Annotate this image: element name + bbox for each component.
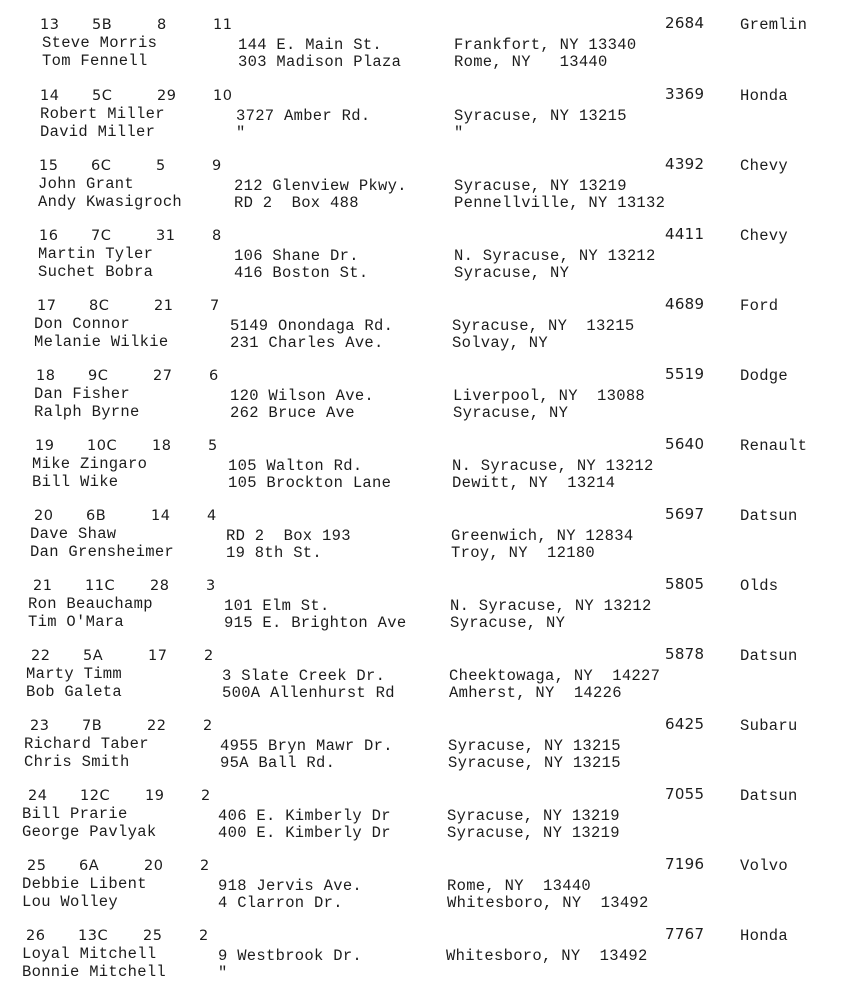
person-1-name: Bill Prarie: [22, 805, 128, 823]
person-1-street: 3 Slate Creek Dr.: [222, 667, 386, 685]
entry-value-a: 31: [156, 228, 176, 244]
person-2-city: Syracuse, NY 13219: [447, 824, 620, 842]
entry-code: 12C: [80, 788, 111, 804]
person-1-city: Rome, NY 13440: [447, 877, 592, 895]
person-2-name: Tim O'Mara: [28, 613, 125, 631]
person-1-street: 120 Wilson Ave.: [230, 387, 375, 405]
person-1-street: 105 Walton Rd.: [228, 457, 363, 475]
car-number: 5519: [665, 365, 705, 383]
entry: [0, 85, 867, 148]
entry-number: 19: [35, 438, 55, 454]
entry: [0, 155, 867, 218]
person-1-city: Syracuse, NY 13219: [447, 807, 620, 825]
entry: [0, 295, 867, 358]
person-1-street: 144 E. Main St.: [238, 36, 383, 54]
person-2-name: Suchet Bobra: [38, 263, 154, 281]
person-1-city: Syracuse, NY 13215: [448, 737, 621, 755]
person-1-street: 406 E. Kimberly Dr: [218, 807, 391, 825]
car-make: Volvo: [740, 857, 789, 875]
entry-code: 13C: [78, 928, 109, 944]
person-2-name: Dan Grensheimer: [30, 543, 175, 561]
entry-code: 5B: [92, 17, 113, 33]
car-number: 7055: [665, 785, 705, 803]
person-1-city: Syracuse, NY 13215: [454, 107, 627, 125]
entry-value-a: 17: [148, 648, 168, 664]
car-number: 5805: [665, 575, 705, 593]
car-number: 5640: [665, 435, 705, 453]
person-2-street: 105 Brockton Lane: [228, 474, 392, 492]
car-number: 4411: [665, 225, 705, 243]
person-1-city: Liverpool, NY 13088: [453, 387, 646, 405]
car-make: Honda: [740, 927, 789, 945]
person-2-street: 95A Ball Rd.: [220, 754, 336, 772]
person-1-street: 918 Jervis Ave.: [218, 877, 363, 895]
car-number: 6425: [665, 715, 705, 733]
person-2-city: Dewitt, NY 13214: [452, 474, 616, 492]
person-2-city: Troy, NY 12180: [451, 544, 596, 562]
car-make: Datsun: [740, 647, 798, 665]
entry-value-b: 11: [213, 17, 233, 33]
entry-value-b: 2: [201, 788, 211, 804]
person-2-name: Bill Wike: [32, 473, 119, 491]
entry-code: 10C: [87, 438, 118, 454]
person-2-street: 400 E. Kimberly Dr: [218, 824, 391, 842]
person-1-street: 4955 Bryn Mawr Dr.: [220, 737, 393, 755]
person-1-city: Whitesboro, NY 13492: [446, 947, 648, 965]
entry-number: 21: [33, 578, 53, 594]
person-2-name: Lou Wolley: [22, 893, 119, 911]
person-2-street: ": [218, 964, 228, 982]
entry-value-a: 14: [151, 508, 171, 524]
entry-value-b: 8: [212, 228, 222, 244]
entry-value-a: 19: [145, 788, 165, 804]
car-make: Olds: [740, 577, 779, 595]
entry-value-b: 6: [209, 368, 219, 384]
car-make: Chevy: [740, 227, 789, 245]
person-1-city: Syracuse, NY 13219: [454, 177, 627, 195]
person-2-name: Bob Galeta: [26, 683, 123, 701]
entry-value-b: 10: [213, 88, 233, 104]
car-number: 7196: [665, 855, 705, 873]
entry: [0, 505, 867, 568]
person-1-name: Dan Fisher: [34, 385, 131, 403]
person-2-street: ": [236, 124, 246, 142]
person-2-city: Pennellville, NY 13132: [454, 194, 666, 212]
car-make: Datsun: [740, 787, 798, 805]
entry-value-b: 2: [200, 858, 210, 874]
person-2-city: ": [454, 124, 464, 142]
person-1-name: Marty Timm: [26, 665, 123, 683]
entry-number: 25: [27, 858, 47, 874]
person-2-name: Chris Smith: [24, 753, 130, 771]
entry-value-b: 2: [203, 718, 213, 734]
person-1-street: 101 Elm St.: [224, 597, 330, 615]
car-make: Dodge: [740, 367, 789, 385]
person-2-name: Melanie Wilkie: [34, 333, 169, 351]
entry-code: 5A: [83, 648, 104, 664]
person-2-name: David Miller: [40, 123, 156, 141]
entry-number: 20: [34, 508, 54, 524]
entry-value-b: 5: [208, 438, 218, 454]
entry: [0, 225, 867, 288]
car-make: Chevy: [740, 157, 789, 175]
car-number: 2684: [665, 14, 705, 32]
entry-value-a: 22: [147, 718, 167, 734]
person-2-street: 231 Charles Ave.: [230, 334, 384, 352]
entry-code: 7C: [91, 228, 112, 244]
person-2-name: George Pavlyak: [22, 823, 157, 841]
entry-code: 9C: [88, 368, 109, 384]
person-2-city: Amherst, NY 14226: [449, 684, 622, 702]
entry: [0, 645, 867, 708]
person-1-city: N. Syracuse, NY 13212: [454, 247, 656, 265]
entry-value-b: 2: [199, 928, 209, 944]
person-1-street: RD 2 Box 193: [226, 527, 351, 545]
entry-value-b: 7: [210, 298, 220, 314]
entry-value-b: 4: [207, 508, 217, 524]
person-2-street: 416 Boston St.: [234, 264, 369, 282]
person-1-city: Greenwich, NY 12834: [451, 527, 634, 545]
entry-code: 6B: [86, 508, 107, 524]
person-2-city: Syracuse, NY: [453, 404, 569, 422]
person-2-name: Tom Fennell: [42, 52, 148, 70]
entry: [0, 855, 867, 918]
person-1-street: 3727 Amber Rd.: [236, 107, 371, 125]
person-2-street: 4 Clarron Dr.: [218, 894, 343, 912]
entry: [0, 925, 867, 988]
person-2-street: 19 8th St.: [226, 544, 323, 562]
entry-number: 14: [40, 88, 60, 104]
car-number: 4689: [665, 295, 705, 313]
person-2-street: RD 2 Box 488: [234, 194, 359, 212]
person-2-street: 500A Allenhurst Rd: [222, 684, 395, 702]
person-1-city: N. Syracuse, NY 13212: [450, 597, 652, 615]
person-1-name: Steve Morris: [42, 34, 158, 52]
entry: [0, 14, 867, 77]
person-1-name: Dave Shaw: [30, 525, 117, 543]
entry-code: 6A: [79, 858, 100, 874]
car-make: Gremlin: [740, 16, 808, 34]
car-number: 3369: [665, 85, 705, 103]
person-1-name: Martin Tyler: [38, 245, 154, 263]
entry-code: 6C: [91, 158, 112, 174]
entry-code: 11C: [85, 578, 116, 594]
car-number: 5697: [665, 505, 705, 523]
person-2-street: 915 E. Brighton Ave: [224, 614, 407, 632]
person-2-city: Solvay, NY: [452, 334, 549, 352]
car-make: Renault: [740, 437, 808, 455]
car-make: Ford: [740, 297, 779, 315]
person-1-name: Ron Beauchamp: [28, 595, 153, 613]
entry-number: 18: [36, 368, 56, 384]
person-1-city: N. Syracuse, NY 13212: [452, 457, 654, 475]
entry-number: 23: [30, 718, 50, 734]
car-make: Subaru: [740, 717, 798, 735]
person-1-street: 5149 Onondaga Rd.: [230, 317, 394, 335]
car-make: Honda: [740, 87, 789, 105]
entry-value-a: 25: [143, 928, 163, 944]
person-1-street: 212 Glenview Pkwy.: [234, 177, 407, 195]
entry: [0, 575, 867, 638]
person-1-name: Robert Miller: [40, 105, 165, 123]
person-1-name: Loyal Mitchell: [22, 945, 157, 963]
person-2-city: Rome, NY 13440: [454, 53, 608, 71]
entry-value-a: 20: [144, 858, 164, 874]
person-1-street: 9 Westbrook Dr.: [218, 947, 363, 965]
entry-code: 8C: [89, 298, 110, 314]
person-1-city: Syracuse, NY 13215: [452, 317, 635, 335]
person-2-name: Ralph Byrne: [34, 403, 140, 421]
entry-value-b: 3: [206, 578, 216, 594]
car-make: Datsun: [740, 507, 798, 525]
person-2-city: Syracuse, NY 13215: [448, 754, 621, 772]
person-1-name: Mike Zingaro: [32, 455, 148, 473]
person-1-name: John Grant: [38, 175, 135, 193]
entry-number: 16: [39, 228, 59, 244]
person-1-city: Cheektowaga, NY 14227: [449, 667, 661, 685]
person-1-name: Richard Taber: [24, 735, 149, 753]
entry-code: 7B: [82, 718, 103, 734]
entry-value-a: 28: [150, 578, 170, 594]
entry-number: 22: [31, 648, 51, 664]
person-2-city: Whitesboro, NY 13492: [447, 894, 649, 912]
entry: [0, 715, 867, 778]
entry-value-a: 5: [156, 158, 166, 174]
car-number: 4392: [665, 155, 705, 173]
car-number: 7767: [665, 925, 705, 943]
person-2-street: 303 Madison Plaza: [238, 53, 402, 71]
entry: [0, 365, 867, 428]
person-2-city: Syracuse, NY: [454, 264, 570, 282]
entry: [0, 435, 867, 498]
person-2-city: Syracuse, NY: [450, 614, 566, 632]
person-1-street: 106 Shane Dr.: [234, 247, 359, 265]
entry-number: 15: [39, 158, 59, 174]
person-1-name: Debbie Libent: [22, 875, 147, 893]
entry-number: 17: [37, 298, 57, 314]
person-2-street: 262 Bruce Ave: [230, 404, 355, 422]
entry-value-a: 8: [157, 17, 167, 33]
entry-value-a: 21: [154, 298, 174, 314]
person-1-city: Frankfort, NY 13340: [454, 36, 637, 54]
entry-value-a: 27: [153, 368, 173, 384]
entry-value-b: 9: [212, 158, 222, 174]
person-2-name: Andy Kwasigroch: [38, 193, 183, 211]
entry-number: 24: [28, 788, 48, 804]
person-2-name: Bonnie Mitchell: [22, 963, 167, 981]
entry-value-a: 18: [152, 438, 172, 454]
car-number: 5878: [665, 645, 705, 663]
entry-value-b: 2: [204, 648, 214, 664]
entry-value-a: 29: [157, 88, 177, 104]
entry-number: 26: [26, 928, 46, 944]
entry-number: 13: [40, 17, 60, 33]
person-1-name: Don Connor: [34, 315, 131, 333]
entry-code: 5C: [92, 88, 113, 104]
entry: [0, 785, 867, 848]
